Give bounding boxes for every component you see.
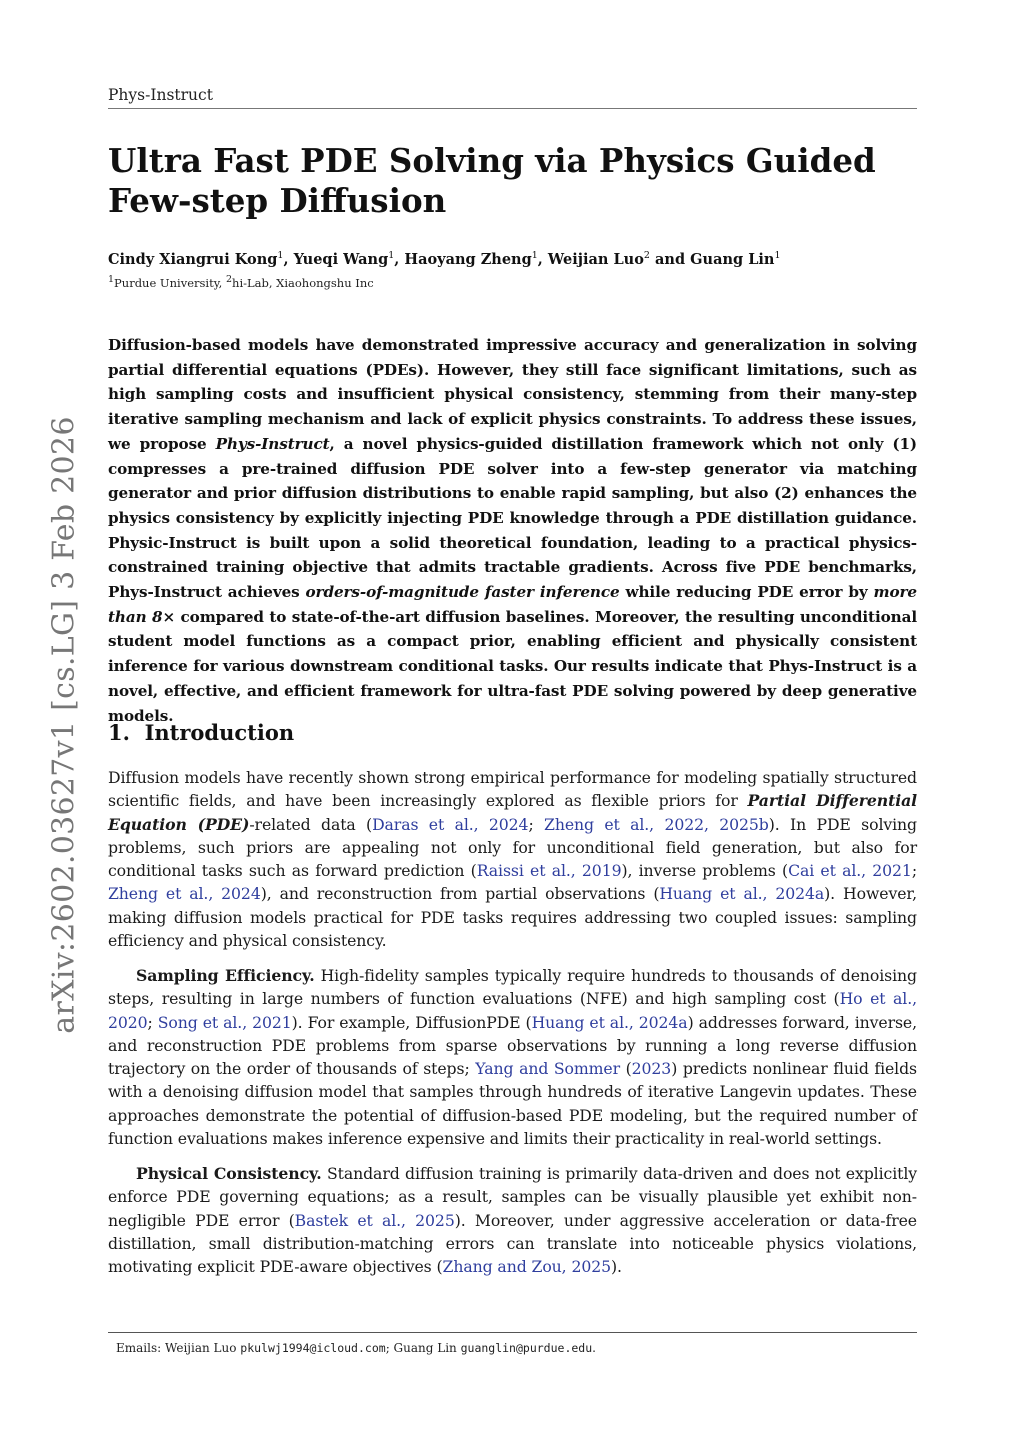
text-run: . — [592, 1341, 596, 1355]
text-run: -related data ( — [249, 814, 373, 834]
text-run: ; — [147, 1012, 158, 1032]
intro-paragraph-sampling-efficiency — [108, 964, 917, 1150]
text-run: Emails: Weijian Luo — [116, 1341, 241, 1355]
citation-link[interactable]: 2023 — [631, 1059, 672, 1079]
text-run: , a novel physics-guided distillation framework which not only (1) compresses a pre-trained diffusion PDE solver into a few-step generator via matching generator and prior diffusion distributions to enable rapid sampling, but also (2) enhances the physics consistency by explicitly injecting PDE knowledge through a PDE distillation guidance. Physic-Instruct is built upon a solid theoretical foundation, leading to a practical physics-constrained training objective that admits tractable gradients. Across five PDE benchmarks, Phys-Instruct achieves — [108, 434, 918, 602]
affiliation-text: hi-Lab, Xiaohongshu Inc — [232, 275, 374, 290]
section-number: 1. — [108, 720, 130, 745]
author-separator: , — [537, 250, 548, 268]
text-run: ( — [620, 1059, 632, 1079]
section-heading-introduction — [108, 720, 294, 745]
emphasized-text: more than 8 — [108, 583, 917, 626]
affiliations — [108, 274, 917, 290]
text-run: ). However, making diffusion models practical for PDE tasks requires addressing two coupled issues: sampling efficiency and physical consistency. — [108, 884, 917, 951]
text-run: ; — [528, 814, 545, 834]
running-head: Phys-Instruct — [108, 86, 917, 109]
text-run: ) predicts nonlinear fluid fields with a denoising diffusion model that samples through hundreds of iterative Langevin updates. These approaches demonstrate the potential of diffusion-based PDE modeling, but the required number of function evaluations makes inference expensive and limits their practicality in real-world settings. — [108, 1059, 917, 1149]
author-list — [108, 250, 917, 268]
text-run: ). In PDE solving problems, such priors are appealing not only for unconditional field generation, but also for conditional tasks such as forward prediction ( — [108, 814, 917, 881]
text-run: while reducing PDE error by — [619, 583, 874, 602]
citation-link[interactable]: Song et al., 2021 — [157, 1012, 292, 1032]
paragraph-lead-in: Physical Consistency. — [136, 1164, 322, 1183]
text-run: ). — [610, 1257, 622, 1277]
citation-link[interactable]: Cai et al., 2021 — [788, 861, 912, 881]
text-run: ), inverse problems ( — [621, 861, 789, 881]
text-run: ). For example, DiffusionPDE ( — [291, 1012, 532, 1032]
author-affiliation-mark: 1 — [277, 250, 284, 261]
abstract — [108, 333, 917, 728]
author-affiliation-mark: 1 — [388, 250, 395, 261]
citation-link[interactable]: Zheng et al., 2024 — [108, 884, 261, 904]
text-run: Diffusion-based models have demonstrated impressive accuracy and generalization in solving partial differential equations (PDEs). However, they still face significant limitations, such as high sampling costs and insufficient physical consistency, stemming from their many-step iterative sampling mechanism and lack of explicit physics constraints. To address these issues, we propose — [108, 336, 917, 453]
footnote-emails — [116, 1341, 916, 1355]
arxiv-identifier-stamp: arXiv:2602.03627v1 [cs.LG] 3 Feb 2026 — [46, 416, 82, 1034]
paragraph-lead-in: Sampling Efficiency. — [136, 966, 315, 985]
section-title: Introduction — [144, 720, 295, 745]
text-run: ; — [911, 861, 917, 881]
intro-paragraph-physical-consistency — [108, 1162, 917, 1278]
author-separator: , — [394, 250, 405, 268]
citation-link[interactable]: Raissi et al., 2019 — [476, 861, 622, 881]
footnote-divider — [108, 1332, 917, 1333]
text-run: ; Guang Lin — [385, 1341, 461, 1355]
affiliation-mark: 1 — [108, 274, 115, 285]
citation-link[interactable]: Huang et al., 2024a — [531, 1012, 688, 1032]
author-affiliation-mark: 2 — [643, 250, 650, 261]
author-name: Weijian Luo — [547, 250, 644, 268]
citation-link[interactable]: Bastek et al., 2025 — [294, 1210, 455, 1230]
author-name: Haoyang Zheng — [404, 250, 532, 268]
text-run: × compared to state-of-the-art diffusion baselines. Moreover, the resulting unconditional student model functions as a compact prior, enabling efficient and physically consistent inference for various downstream conditional tasks. Our results indicate that Phys-Instruct is a novel, effective, and efficient framework for ultra-fast PDE solving powered by deep generative models. — [108, 607, 917, 725]
text-run: High-fidelity samples typically require hundreds to thousands of denoising steps, resulting in large numbers of function evaluations (NFE) and high sampling cost ( — [108, 966, 917, 1009]
author-affiliation-mark: 1 — [531, 250, 538, 261]
text-run: Standard diffusion training is primarily data-driven and does not explicitly enforce PDE governing equations; as a result, samples can be visually plausible yet exhibit non-negligible PDE error ( — [108, 1164, 917, 1230]
author-name: Guang Lin — [690, 250, 775, 268]
emphasized-text: Phys-Instruct — [215, 434, 330, 453]
text-run: ) addresses forward, inverse, and reconstruction PDE problems from sparse observations by running a long reverse diffusion trajectory on the order of thousands of steps; — [108, 1012, 917, 1079]
emphasized-text: orders-of-magnitude faster inference — [305, 583, 620, 602]
author-name: Cindy Xiangrui Kong — [108, 250, 278, 268]
affiliation-mark: 2 — [225, 274, 233, 285]
citation-link[interactable]: Yang and Sommer — [475, 1059, 621, 1079]
text-run: Diffusion models have recently shown strong empirical performance for modeling spatially structured scientific fields, and have been increasingly explored as flexible priors for — [108, 768, 917, 811]
citation-link[interactable]: Huang et al., 2024a — [659, 884, 825, 904]
citation-link[interactable]: Ho et al., 2020 — [108, 989, 917, 1032]
author-name: Yueqi Wang — [293, 250, 389, 268]
citation-link[interactable]: Zheng et al., 2022, 2025b — [544, 814, 769, 834]
author-affiliation-mark: 1 — [774, 250, 781, 261]
affiliation-text: Purdue University, — [114, 275, 226, 290]
intro-paragraph-1 — [108, 766, 917, 952]
text-run: ). Moreover, under aggressive acceleration or data-free distillation, small distribution-matching errors can translate into noticeable physics violations, motivating explicit PDE-aware objectives ( — [108, 1210, 917, 1277]
citation-link[interactable]: Daras et al., 2024 — [372, 814, 529, 834]
citation-link[interactable]: Zhang and Zou, 2025 — [442, 1257, 611, 1277]
author-separator: , — [283, 250, 294, 268]
email-address[interactable]: pkulwj1994@icloud.com — [240, 1341, 386, 1355]
emphasized-term: Partial Differential Equation (PDE) — [108, 791, 917, 834]
text-run: ), and reconstruction from partial observations ( — [260, 884, 660, 904]
email-address[interactable]: guanglin@purdue.edu — [460, 1341, 593, 1355]
paper-title: Ultra Fast PDE Solving via Physics Guided Few-step Diffusion — [108, 141, 876, 220]
author-separator: and — [649, 250, 691, 268]
